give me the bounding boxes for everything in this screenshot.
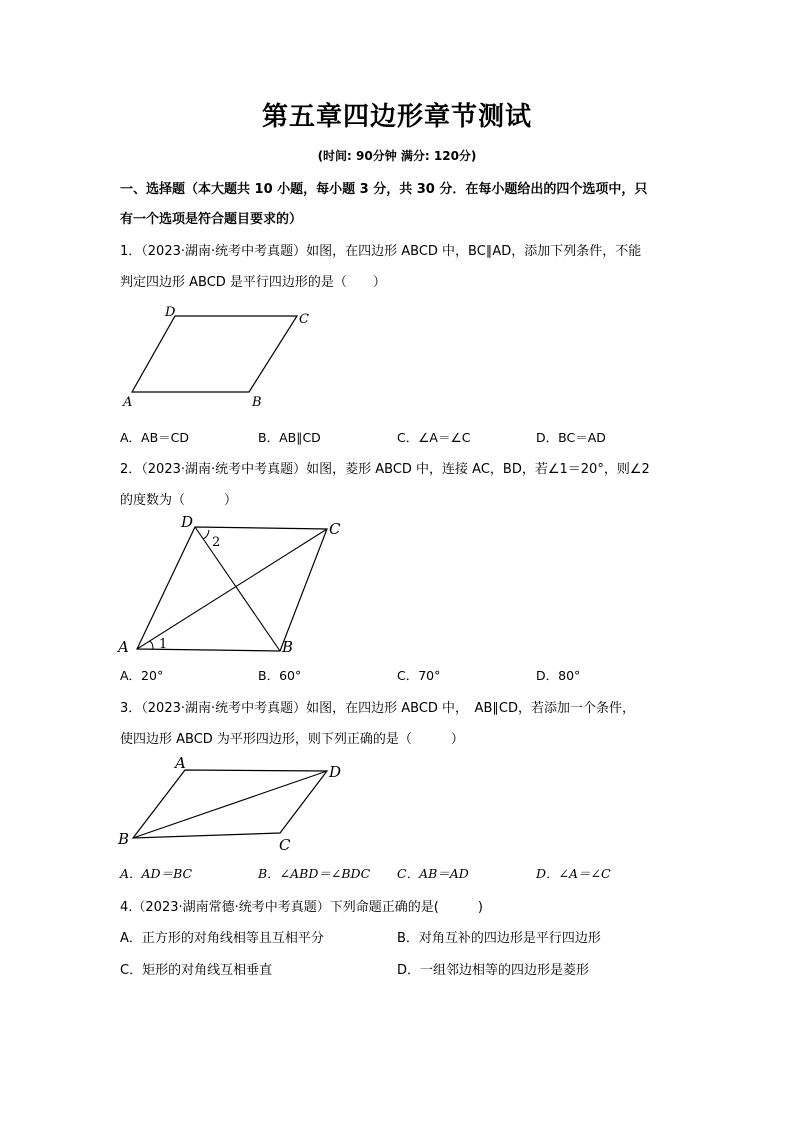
q2-label-b: B	[282, 638, 294, 656]
q1-text-line-1: 1．（2023·湖南·统考中考真题）如图，在四边形 ABCD 中，BC∥AD，添加下列条件，不能	[120, 244, 642, 259]
q3-label-d: D	[329, 763, 342, 781]
q2-option-c[interactable]: C．70°	[397, 668, 441, 683]
q3-option-c[interactable]: C．AB＝AD	[397, 866, 469, 881]
q1-text-line-2: 判定四边形 ABCD 是平行四边形的是（ ）	[120, 275, 386, 290]
q1-label-b: B	[252, 395, 262, 410]
q3-figure	[115, 750, 355, 855]
q2-label-c: C	[329, 520, 341, 538]
q2-diagonal-bd	[195, 527, 280, 651]
q3-label-a: A	[175, 754, 186, 772]
q3-diagonal-bd	[133, 771, 327, 838]
q2-option-d[interactable]: D．80°	[536, 668, 581, 683]
page-title: 第五章四边形章节测试	[261, 102, 532, 132]
q2-text-line-2: 的度数为（ ）	[120, 493, 238, 508]
q4-option-a[interactable]: A．正方形的对角线相等且互相平分	[120, 931, 324, 946]
q2-label-d: D	[181, 513, 194, 531]
q2-text-line-1: 2．（2023·湖南·统考中考真题）如图，菱形 ABCD 中，连接 AC，BD，若∠1＝20°，则∠2	[120, 462, 650, 477]
q2-angle-1-label: 1	[159, 637, 168, 652]
q2-angle-1-arc	[149, 641, 153, 649]
q4-option-d[interactable]: D．一组邻边相等的四边形是菱形	[397, 963, 590, 978]
q4-option-b[interactable]: B．对角互补的四边形是平行四边形	[397, 931, 601, 946]
q1-figure	[115, 300, 325, 415]
q1-label-a: A	[123, 395, 133, 410]
q1-option-b[interactable]: B．AB∥CD	[258, 430, 321, 445]
q3-label-c: C	[279, 836, 291, 854]
q2-option-b[interactable]: B．60°	[258, 668, 302, 683]
q3-option-a[interactable]: A．AD＝BC	[120, 866, 193, 881]
section-heading-line-1: 一、选择题（本大题共 10 小题，每小题 3 分，共 30 分．在每小题给出的四个选项中，只	[120, 182, 648, 197]
q3-text-line-1: 3．（2023·湖南·统考中考真题）如图，在四边形 ABCD 中， AB∥CD，若添加一个条件，	[120, 701, 635, 716]
q2-option-a[interactable]: A．20°	[120, 668, 164, 683]
q2-angle-2-label: 2	[212, 535, 221, 550]
section-heading-line-2: 有一个选项是符合题目要求的）	[120, 212, 303, 227]
q1-parallelogram	[132, 316, 297, 392]
q2-label-a: A	[118, 638, 129, 656]
q1-option-a[interactable]: A．AB＝CD	[120, 430, 190, 445]
q1-label-d: D	[165, 305, 176, 320]
q3-option-d[interactable]: D．∠A＝∠C	[536, 866, 611, 881]
q2-angle-2-arc	[203, 530, 209, 539]
q2-figure	[115, 512, 355, 657]
page-subtitle: (时间: 90分钟 满分: 120分)	[317, 149, 477, 163]
q3-label-b: B	[118, 830, 130, 848]
q3-option-b[interactable]: B．∠ABD＝∠BDC	[258, 866, 371, 881]
q1-label-c: C	[299, 312, 309, 327]
q1-option-d[interactable]: D．BC＝AD	[536, 430, 606, 445]
q1-option-c[interactable]: C．∠A＝∠C	[397, 430, 471, 445]
q4-text-line-1: 4.（2023·湖南常德·统考中考真题）下列命题正确的是( )	[120, 900, 483, 915]
q3-text-line-2: 使四边形 ABCD 为平形四边形，则下列正确的是（ ）	[120, 732, 464, 747]
q4-option-c[interactable]: C．矩形的对角线互相垂直	[120, 963, 273, 978]
